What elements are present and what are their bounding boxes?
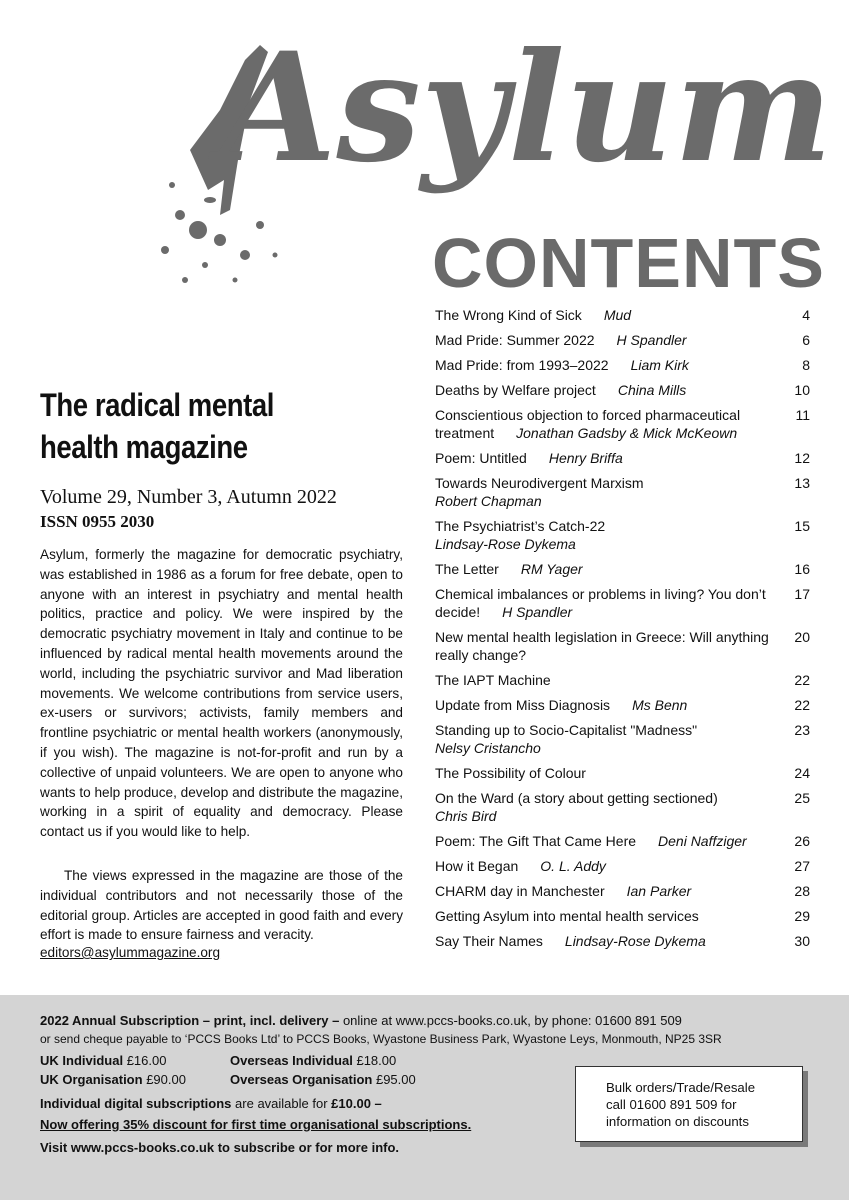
toc-entry-title: CHARM day in Manchester — [435, 883, 605, 899]
toc-entry — [435, 671, 810, 689]
toc-entry — [435, 764, 810, 782]
toc-entry — [435, 696, 810, 714]
bulk-line-1: Bulk orders/Trade/Resale — [606, 1080, 756, 1095]
toc-entry-author: Lindsay-Rose Dykema — [564, 933, 706, 949]
toc-entry-page: 16 — [794, 561, 810, 577]
subscription-band — [0, 995, 849, 1200]
toc-entry-title: Mad Pride: Summer 2022 — [435, 332, 595, 348]
toc-entry-title: The IAPT Machine — [435, 672, 551, 688]
toc-entry — [435, 474, 810, 510]
contents-heading: CONTENTS — [432, 224, 825, 302]
toc-entry-title: New mental health legislation in Greece: Will anything really change? — [435, 629, 769, 663]
toc-entry-title: Deaths by Welfare project — [435, 382, 596, 398]
toc-entry — [435, 585, 810, 621]
toc-entry-page: 23 — [794, 722, 810, 738]
intro-paragraph: Asylum, formerly the magazine for democratic psychiatry, was established in 1986 as a forum for free debate, open to anyone with an interest in psychiatry and mental health politics, practice and policy. We were inspired by the democratic psychiatry movement in Italy and continue to be influenced by radical mental health movements around the world, including the psychiatric survivor and Mad liberation movements. We welcome contributions from service users, ex-users or survivors; activists, family members and frontline psychiatric or mental health workers (anonymously, if you wish). The magazine is not-for-profit and run by a collective of unpaid volunteers. We are open to anyone who wants to help produce, develop and distribute the magazine, working in a spirit of equality and democracy. Please contact us if you would like to help. — [40, 547, 403, 840]
toc-entry-page: 30 — [794, 933, 810, 949]
tagline — [40, 384, 350, 468]
issn: ISSN 0955 2030 — [40, 512, 155, 531]
toc-entry-title: On the Ward (a story about getting sectioned) — [435, 790, 718, 806]
visit-website[interactable]: Visit www.pccs-books.co.uk to subscribe or for more info. — [40, 1140, 400, 1155]
digital-price: £10.00 – — [331, 1096, 382, 1111]
toc-entry — [435, 517, 810, 553]
subscription-title: 2022 Annual Subscription – print, incl. delivery – — [40, 1013, 340, 1028]
toc-entry-author: Ms Benn — [632, 697, 688, 713]
logo-text: Asylum — [220, 20, 833, 196]
toc-entry — [435, 560, 810, 578]
subscription-cheque: or send cheque payable to ‘PCCS Books Ltd’ to PCCS Books, Wyastone Business Park, Wyastone Leys, Monmouth, NP25 3SR — [40, 1032, 722, 1046]
logo-wordmark — [208, 20, 833, 196]
toc-entry-author: Robert Chapman — [435, 493, 542, 509]
toc-entry-author: H Spandler — [502, 604, 573, 620]
volume-info: Volume 29, Number 3, Autumn 2022 — [40, 486, 337, 508]
tagline-line-1: The radical mental — [40, 387, 274, 423]
toc-entry-page: 27 — [794, 858, 810, 874]
toc-entry — [435, 882, 810, 900]
table-of-contents — [435, 306, 810, 957]
toc-entry-title: Getting Asylum into mental health services — [435, 908, 699, 924]
toc-entry-page: 24 — [794, 765, 810, 781]
toc-entry-page: 12 — [794, 450, 810, 466]
toc-entry-author: Lindsay-Rose Dykema — [435, 536, 576, 552]
bulk-orders-box — [575, 1066, 803, 1142]
bulk-line-2: call 01600 891 509 for — [606, 1097, 737, 1112]
overseas-individual-price: £18.00 — [356, 1053, 397, 1068]
toc-entry-author: O. L. Addy — [540, 858, 606, 874]
toc-entry-page: 26 — [794, 833, 810, 849]
uk-org-label: UK Organisation — [40, 1072, 143, 1087]
digital-label: Individual digital subscriptions — [40, 1096, 232, 1111]
toc-entry-author: Mud — [603, 307, 632, 323]
toc-entry-title: Conscientious objection to forced pharmaceutical treatment — [435, 407, 741, 441]
editors-email-link[interactable]: editors@asylummagazine.org — [40, 945, 221, 960]
toc-entry-page: 17 — [794, 586, 810, 602]
toc-entry-author: Henry Briffa — [548, 450, 623, 466]
toc-entry-title: Poem: Untitled — [435, 450, 527, 466]
toc-entry-title: The Wrong Kind of Sick — [435, 307, 582, 323]
subscription-heading — [40, 1013, 830, 1028]
toc-entry — [435, 857, 810, 875]
toc-entry-title: The Psychiatrist’s Catch-22 — [435, 518, 606, 534]
toc-entry-author: Chris Bird — [435, 808, 497, 824]
toc-entry-page: 6 — [802, 332, 810, 348]
toc-entry-page: 20 — [794, 629, 810, 645]
toc-entry-title: Update from Miss Diagnosis — [435, 697, 611, 713]
overseas-individual-label: Overseas Individual — [230, 1053, 353, 1068]
toc-entry-title: Poem: The Gift That Came Here — [435, 833, 637, 849]
toc-entry-author: Jonathan Gadsby & Mick McKeown — [516, 425, 738, 441]
toc-entry-author: Liam Kirk — [630, 357, 689, 373]
overseas-org-label: Overseas Organisation — [230, 1072, 373, 1087]
toc-entry-page: 11 — [795, 407, 810, 423]
toc-entry-page: 29 — [794, 908, 810, 924]
tagline-line-2: health magazine — [40, 429, 248, 465]
toc-entry — [435, 628, 810, 664]
toc-entry-title: Towards Neurodivergent Marxism — [435, 475, 644, 491]
toc-entry — [435, 306, 810, 324]
toc-entry-title: Standing up to Socio-Capitalist "Madness" — [435, 722, 698, 738]
toc-entry — [435, 932, 810, 950]
overseas-org-price: £95.00 — [375, 1072, 416, 1087]
toc-entry-title: Mad Pride: from 1993–2022 — [435, 357, 609, 373]
toc-entry — [435, 449, 810, 467]
toc-entry — [435, 832, 810, 850]
toc-entry — [435, 721, 810, 757]
price-row-organisation — [40, 1072, 416, 1087]
toc-entry-page: 15 — [794, 518, 810, 534]
toc-entry — [435, 789, 810, 825]
uk-org-price: £90.00 — [146, 1072, 186, 1087]
toc-entry — [435, 356, 810, 374]
toc-entry-author: China Mills — [617, 382, 687, 398]
toc-entry-author: Ian Parker — [626, 883, 692, 899]
uk-individual-label: UK Individual — [40, 1053, 124, 1068]
subscription-online: online at www.pccs-books.co.uk, by phone: 01600 891 509 — [342, 1013, 682, 1028]
toc-entry-title: Chemical imbalances or problems in living? You don’t decide! — [435, 586, 766, 620]
toc-entry — [435, 381, 810, 399]
toc-entry-author: Deni Naffziger — [658, 833, 747, 849]
toc-entry-page: 22 — [794, 672, 810, 688]
toc-entry-page: 22 — [794, 697, 810, 713]
toc-entry-page: 13 — [794, 475, 810, 491]
toc-entry-page: 25 — [794, 790, 810, 806]
toc-entry-title: Say Their Names — [435, 933, 543, 949]
toc-entry-title: The Letter — [435, 561, 499, 577]
uk-individual-price: £16.00 — [126, 1053, 167, 1068]
toc-entry-page: 8 — [802, 357, 810, 373]
toc-entry-page: 10 — [794, 382, 810, 398]
toc-entry-author: H Spandler — [616, 332, 687, 348]
toc-entry — [435, 331, 810, 349]
toc-entry-author: RM Yager — [520, 561, 583, 577]
toc-entry-title: How it Began — [435, 858, 519, 874]
organisational-offer: Now offering 35% discount for first time organisational subscriptions. — [40, 1117, 472, 1132]
toc-entry — [435, 907, 810, 925]
digital-text: are available for — [235, 1096, 328, 1111]
digital-subscription — [40, 1096, 382, 1111]
toc-entry — [435, 406, 810, 442]
toc-entry-page: 28 — [794, 883, 810, 899]
toc-entry-page: 4 — [802, 307, 810, 323]
disclaimer-paragraph: The views expressed in the magazine are those of the individual contributors and not necessarily those of the editorial group. Articles are accepted in good faith and every effort is made to ensure fairness and veracity. — [40, 868, 403, 943]
toc-entry-author: Nelsy Cristancho — [435, 740, 541, 756]
price-row-individual — [40, 1053, 397, 1068]
bulk-line-3: information on discounts — [606, 1114, 749, 1129]
toc-entry-title: The Possibility of Colour — [435, 765, 586, 781]
